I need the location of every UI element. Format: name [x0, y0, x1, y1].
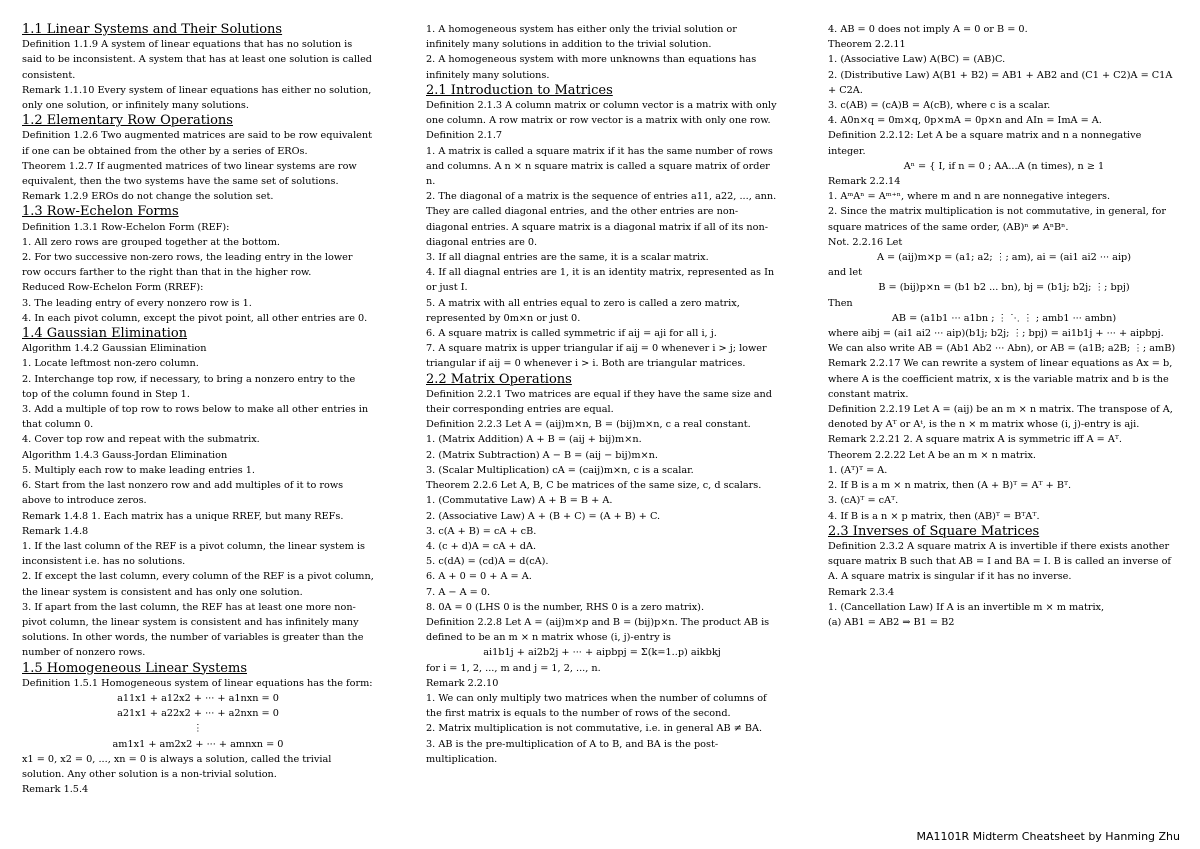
text-line: and let: [828, 267, 863, 279]
text-line: 1. We can only multiply two matrices when the number of columns of the first matrix is equals to the number of rows of the second.: [426, 692, 767, 720]
text-line: Not. 2.2.16 Let: [828, 236, 903, 248]
text-line: Definition 2.2.12: Let A be a square matrix and n a nonnegative integer.: [828, 130, 1142, 157]
text-line: Definition 2.1.7: [426, 130, 503, 142]
section-heading: 2.2 Matrix Operations: [426, 371, 572, 387]
text-line: 3. (cA)ᵀ = cAᵀ.: [828, 495, 899, 507]
text-line: Definition 2.2.8 Let A = (aij)m×p and B = (bij)p×n. The product AB is defined to be an m × n matrix whose (i, j)-entry is: [426, 616, 770, 644]
text-line: 6. Start from the last nonzero row and add multiples of it to rows above to introduce zeros.: [22, 480, 344, 507]
text-line: Remark 2.2.10: [426, 677, 499, 689]
column-3: [828, 22, 1180, 630]
text-line: 1. (Aᵀ)ᵀ = A.: [828, 464, 888, 476]
text-line: 2. If except the last column, every column of the REF is a pivot column, the linear system is consistent and has only one solution.: [22, 571, 374, 598]
text-line: Definition 1.3.1 Row-Echelon Form (REF):: [22, 221, 230, 233]
text-line: Algorithm 1.4.3 Gauss-Jordan Elimination: [22, 449, 228, 461]
text-line: Remark 2.2.14: [828, 176, 901, 188]
text-line: 1. (Cancellation Law) If A is an invertible m × m matrix,: [828, 601, 1105, 613]
equation: AB = (a1b1 ··· a1bn ; ⋮ ⋱ ⋮ ; amb1 ··· ambn): [891, 312, 1117, 324]
text-line: Remark 1.4.8: [22, 525, 89, 537]
text-line: Definition 2.3.2 A square matrix A is invertible if there exists another square matrix B such that AB = I and BA = I. B is called an inverse of A. A square matrix is singular if it has no inverse.: [828, 540, 1171, 583]
equation: a11x1 + a12x2 + ··· + a1nxn = 0: [117, 692, 279, 704]
text-line: Theorem 2.2.6 Let A, B, C be matrices of the same size, c, d scalars.: [426, 480, 762, 492]
text-line: Remark 1.5.4: [22, 784, 89, 796]
text-line: Definition 1.5.1 Homogeneous system of linear equations has the form:: [22, 677, 373, 689]
text-line: 3. AB is the pre-multiplication of A to B, and BA is the post-multiplication.: [426, 738, 719, 765]
text-line: Remark 2.2.21 2. A square matrix A is symmetric iff A = Aᵀ.: [828, 434, 1122, 446]
section-heading: 1.2 Elementary Row Operations: [22, 113, 233, 129]
text-line: 4. A0n×q = 0m×q, 0p×mA = 0p×n and AIn = ImA = A.: [828, 115, 1102, 127]
text-line: 2. For two successive non-zero rows, the leading entry in the lower row occurs farther to the right than that in the higher row.: [22, 252, 353, 279]
column-2: [426, 22, 778, 767]
text-line: 2. The diagonal of a matrix is the sequence of entries a11, a22, ..., ann. They are called diagonal entries, and the other entries are non-diagonal entries. A square matrix is a diagonal matrix if all of its non-diagonal entries are 0.: [426, 191, 777, 248]
text-line: 2. (Associative Law) A + (B + C) = (A + B) + C.: [426, 510, 661, 522]
text-line: 3. c(A + B) = cA + cB.: [426, 525, 537, 537]
text-line: (a) AB1 = AB2 ⇒ B1 = B2: [828, 616, 955, 628]
text-line: x1 = 0, x2 = 0, ..., xn = 0 is always a solution, called the trivial solution. Any other solution is a non-trivial solution.: [22, 753, 332, 780]
text-line: Theorem 1.2.7 If augmented matrices of two linear systems are row equivalent, then the two systems have the same set of solutions.: [22, 160, 357, 188]
text-line: Definition 1.1.9 A system of linear equations that has no solution is said to be inconsistent. A system that has at least one solution is called consistent.: [22, 39, 373, 81]
text-line: Remark 2.3.4: [828, 586, 895, 598]
text-line: Theorem 2.2.11: [828, 39, 906, 51]
text-line: Definition 2.2.1 Two matrices are equal if they have the same size and their corresponding entries are equal.: [426, 388, 773, 416]
text-line: Algorithm 1.4.2 Gaussian Elimination: [22, 343, 207, 355]
text-line: 5. A matrix with all entries equal to zero is called a zero matrix, represented by 0m×n or just 0.: [426, 297, 740, 324]
text-line: 2. A homogeneous system with more unknowns than equations has infinitely many solutions.: [426, 54, 757, 81]
text-line: Theorem 2.2.22 Let A be an m × n matrix.: [828, 449, 1037, 461]
section-heading: 1.4 Gaussian Elimination: [22, 326, 188, 342]
text-line: 2. (Distributive Law) A(B1 + B2) = AB1 + AB2 and (C1 + C2)A = C1A + C2A.: [828, 69, 1173, 96]
text-line: 4. In each pivot column, except the pivot point, all other entries are 0.: [22, 312, 368, 324]
section-heading: 1.3 Row-Echelon Forms: [22, 204, 179, 220]
text-line: 4. If B is a n × p matrix, then (AB)ᵀ = BᵀAᵀ.: [828, 510, 1040, 522]
text-line: 2. Matrix multiplication is not commutative, i.e. in general AB ≠ BA.: [426, 723, 763, 735]
text-line: Reduced Row-Echelon Form (RREF):: [22, 282, 204, 294]
text-line: 5. Multiply each row to make leading entries 1.: [22, 464, 256, 476]
equation: B = (bij)p×n = (b1 b2 ... bn), bj = (b1j; b2j; ⋮; bpj): [878, 282, 1130, 294]
text-line: 1. All zero rows are grouped together at the bottom.: [22, 236, 280, 248]
equation: Aⁿ = { I, if n = 0 ; AA...A (n times), n ≥ 1: [903, 160, 1105, 172]
text-line: 3. The leading entry of every nonzero row is 1.: [22, 297, 252, 309]
text-line: 1. A matrix is called a square matrix if it has the same number of rows and columns. A n × n square matrix is called a square matrix of order n.: [426, 145, 773, 188]
text-line: for i = 1, 2, ..., m and j = 1, 2, ..., n.: [426, 662, 601, 674]
section-heading: 1.1 Linear Systems and Their Solutions: [22, 22, 283, 37]
text-line: 6. A square matrix is called symmetric if aij = aji for all i, j.: [426, 328, 717, 340]
equation: am1x1 + am2x2 + ··· + amnxn = 0: [112, 738, 284, 750]
equation: a21x1 + a22x2 + ··· + a2nxn = 0: [117, 708, 279, 720]
text-line: 3. (Scalar Multiplication) cA = (caij)m×n, c is a scalar.: [426, 464, 694, 476]
column-1: [22, 22, 374, 797]
text-line: Remark 1.2.9 EROs do not change the solution set.: [22, 191, 274, 203]
text-line: We can also write AB = (Ab1 Ab2 ··· Abn), or AB = (a1B; a2B; ⋮; amB): [828, 343, 1176, 355]
text-line: 1. (Matrix Addition) A + B = (aij + bij)m×n.: [426, 434, 642, 446]
text-line: 1. A homogeneous system has either only the trivial solution or infinitely many solutions in addition to the trivial solution.: [426, 24, 737, 51]
text-line: 2. (Matrix Subtraction) A − B = (aij − bij)m×n.: [426, 449, 658, 461]
text-line: 1. AᵐAⁿ = Aᵐ⁺ⁿ, where m and n are nonnegative integers.: [828, 191, 1111, 203]
section-heading: 2.1 Introduction to Matrices: [426, 82, 613, 98]
text-line: Remark 2.2.17 We can rewrite a system of linear equations as Ax = b, where A is the coefficient matrix, x is the variable matrix and b is the constant matrix.: [828, 358, 1173, 400]
text-line: where aibj = (ai1 ai2 ··· aip)(b1j; b2j; ⋮; bpj) = ai1b1j + ··· + aipbpj.: [828, 328, 1164, 340]
text-line: 3. c(AB) = (cA)B = A(cB), where c is a scalar.: [828, 100, 1051, 112]
text-line: 2. Since the matrix multiplication is not commutative, in general, for square matrices of the same order, (AB)ⁿ ≠ AⁿBⁿ.: [828, 206, 1166, 233]
text-line: 1. If the last column of the REF is a pivot column, the linear system is inconsistent i.e. has no solutions.: [22, 540, 366, 568]
text-line: 4. Cover top row and repeat with the submatrix.: [22, 434, 260, 446]
text-line: 2. Interchange top row, if necessary, to bring a nonzero entry to the top of the column found in Step 1.: [22, 373, 356, 400]
text-line: Definition 2.1.3 A column matrix or column vector is a matrix with only one column. A row matrix or row vector is a matrix with only one row.: [426, 100, 777, 127]
text-line: 5. c(dA) = (cd)A = d(cA).: [426, 556, 549, 568]
text-line: 2. If B is a m × n matrix, then (A + B)ᵀ = Aᵀ + Bᵀ.: [828, 480, 1072, 492]
text-line: 4. AB = 0 does not imply A = 0 or B = 0.: [828, 24, 1028, 35]
text-line: 7. A − A = 0.: [426, 586, 491, 598]
footer-credit: MA1101R Midterm Cheatsheet by Hanming Zhu: [916, 830, 1180, 843]
text-line: 3. Add a multiple of top row to rows below to make all other entries in that column 0.: [22, 404, 369, 431]
text-line: 1. (Associative Law) A(BC) = (AB)C.: [828, 54, 1006, 66]
text-line: Definition 1.2.6 Two augmented matrices are said to be row equivalent if one can be obtained from the other by a series of EROs.: [22, 130, 373, 157]
text-line: 4. (c + d)A = cA + dA.: [426, 540, 537, 552]
text-line: Remark 1.1.10 Every system of linear equations has either no solution, only one solution, or infinitely many solutions.: [22, 84, 372, 112]
text-line: 8. 0A = 0 (LHS 0 is the number, RHS 0 is a zero matrix).: [426, 601, 705, 613]
text-line: Then: [828, 297, 853, 309]
text-line: 3. If apart from the last column, the REF has at least one more non-pivot column, the linear system is consistent and has infinitely many solutions. In other words, the number of variables is greater than the number of nonzero rows.: [22, 601, 364, 659]
text-line: Definition 2.2.19 Let A = (aij) be an m × n matrix. The transpose of A, denoted by Aᵀ or Aᵗ, is the n × m matrix whose (i, j)-entry is aji.: [828, 404, 1173, 431]
text-line: 7. A square matrix is upper triangular if aij = 0 whenever i > j; lower triangular if aij = 0 whenever i > i. Both are triangular matrices.: [426, 343, 767, 370]
section-heading: 2.3 Inverses of Square Matrices: [828, 523, 1040, 539]
text-line: Remark 1.4.8 1. Each matrix has a unique RREF, but many REFs.: [22, 510, 344, 522]
equation: ai1b1j + ai2b2j + ··· + aipbpj = Σ(k=1..p) aikbkj: [483, 647, 721, 659]
text-line: 1. Locate leftmost non-zero column.: [22, 358, 199, 370]
text-line: 1. (Commutative Law) A + B = B + A.: [426, 495, 613, 507]
text-line: 6. A + 0 = 0 + A = A.: [426, 571, 532, 583]
text-line: Definition 2.2.3 Let A = (aij)m×n, B = (bij)m×n, c a real constant.: [426, 419, 751, 431]
equation: ⋮: [193, 723, 203, 735]
equation: A = (aij)m×p = (a1; a2; ⋮; am), ai = (ai1 ai2 ··· aip): [876, 252, 1132, 264]
text-line: 3. If all diagnal entries are the same, it is a scalar matrix.: [426, 252, 709, 264]
section-heading: 1.5 Homogeneous Linear Systems: [22, 660, 247, 676]
text-line: 4. If all diagnal entries are 1, it is an identity matrix, represented as In or just I.: [426, 267, 775, 294]
